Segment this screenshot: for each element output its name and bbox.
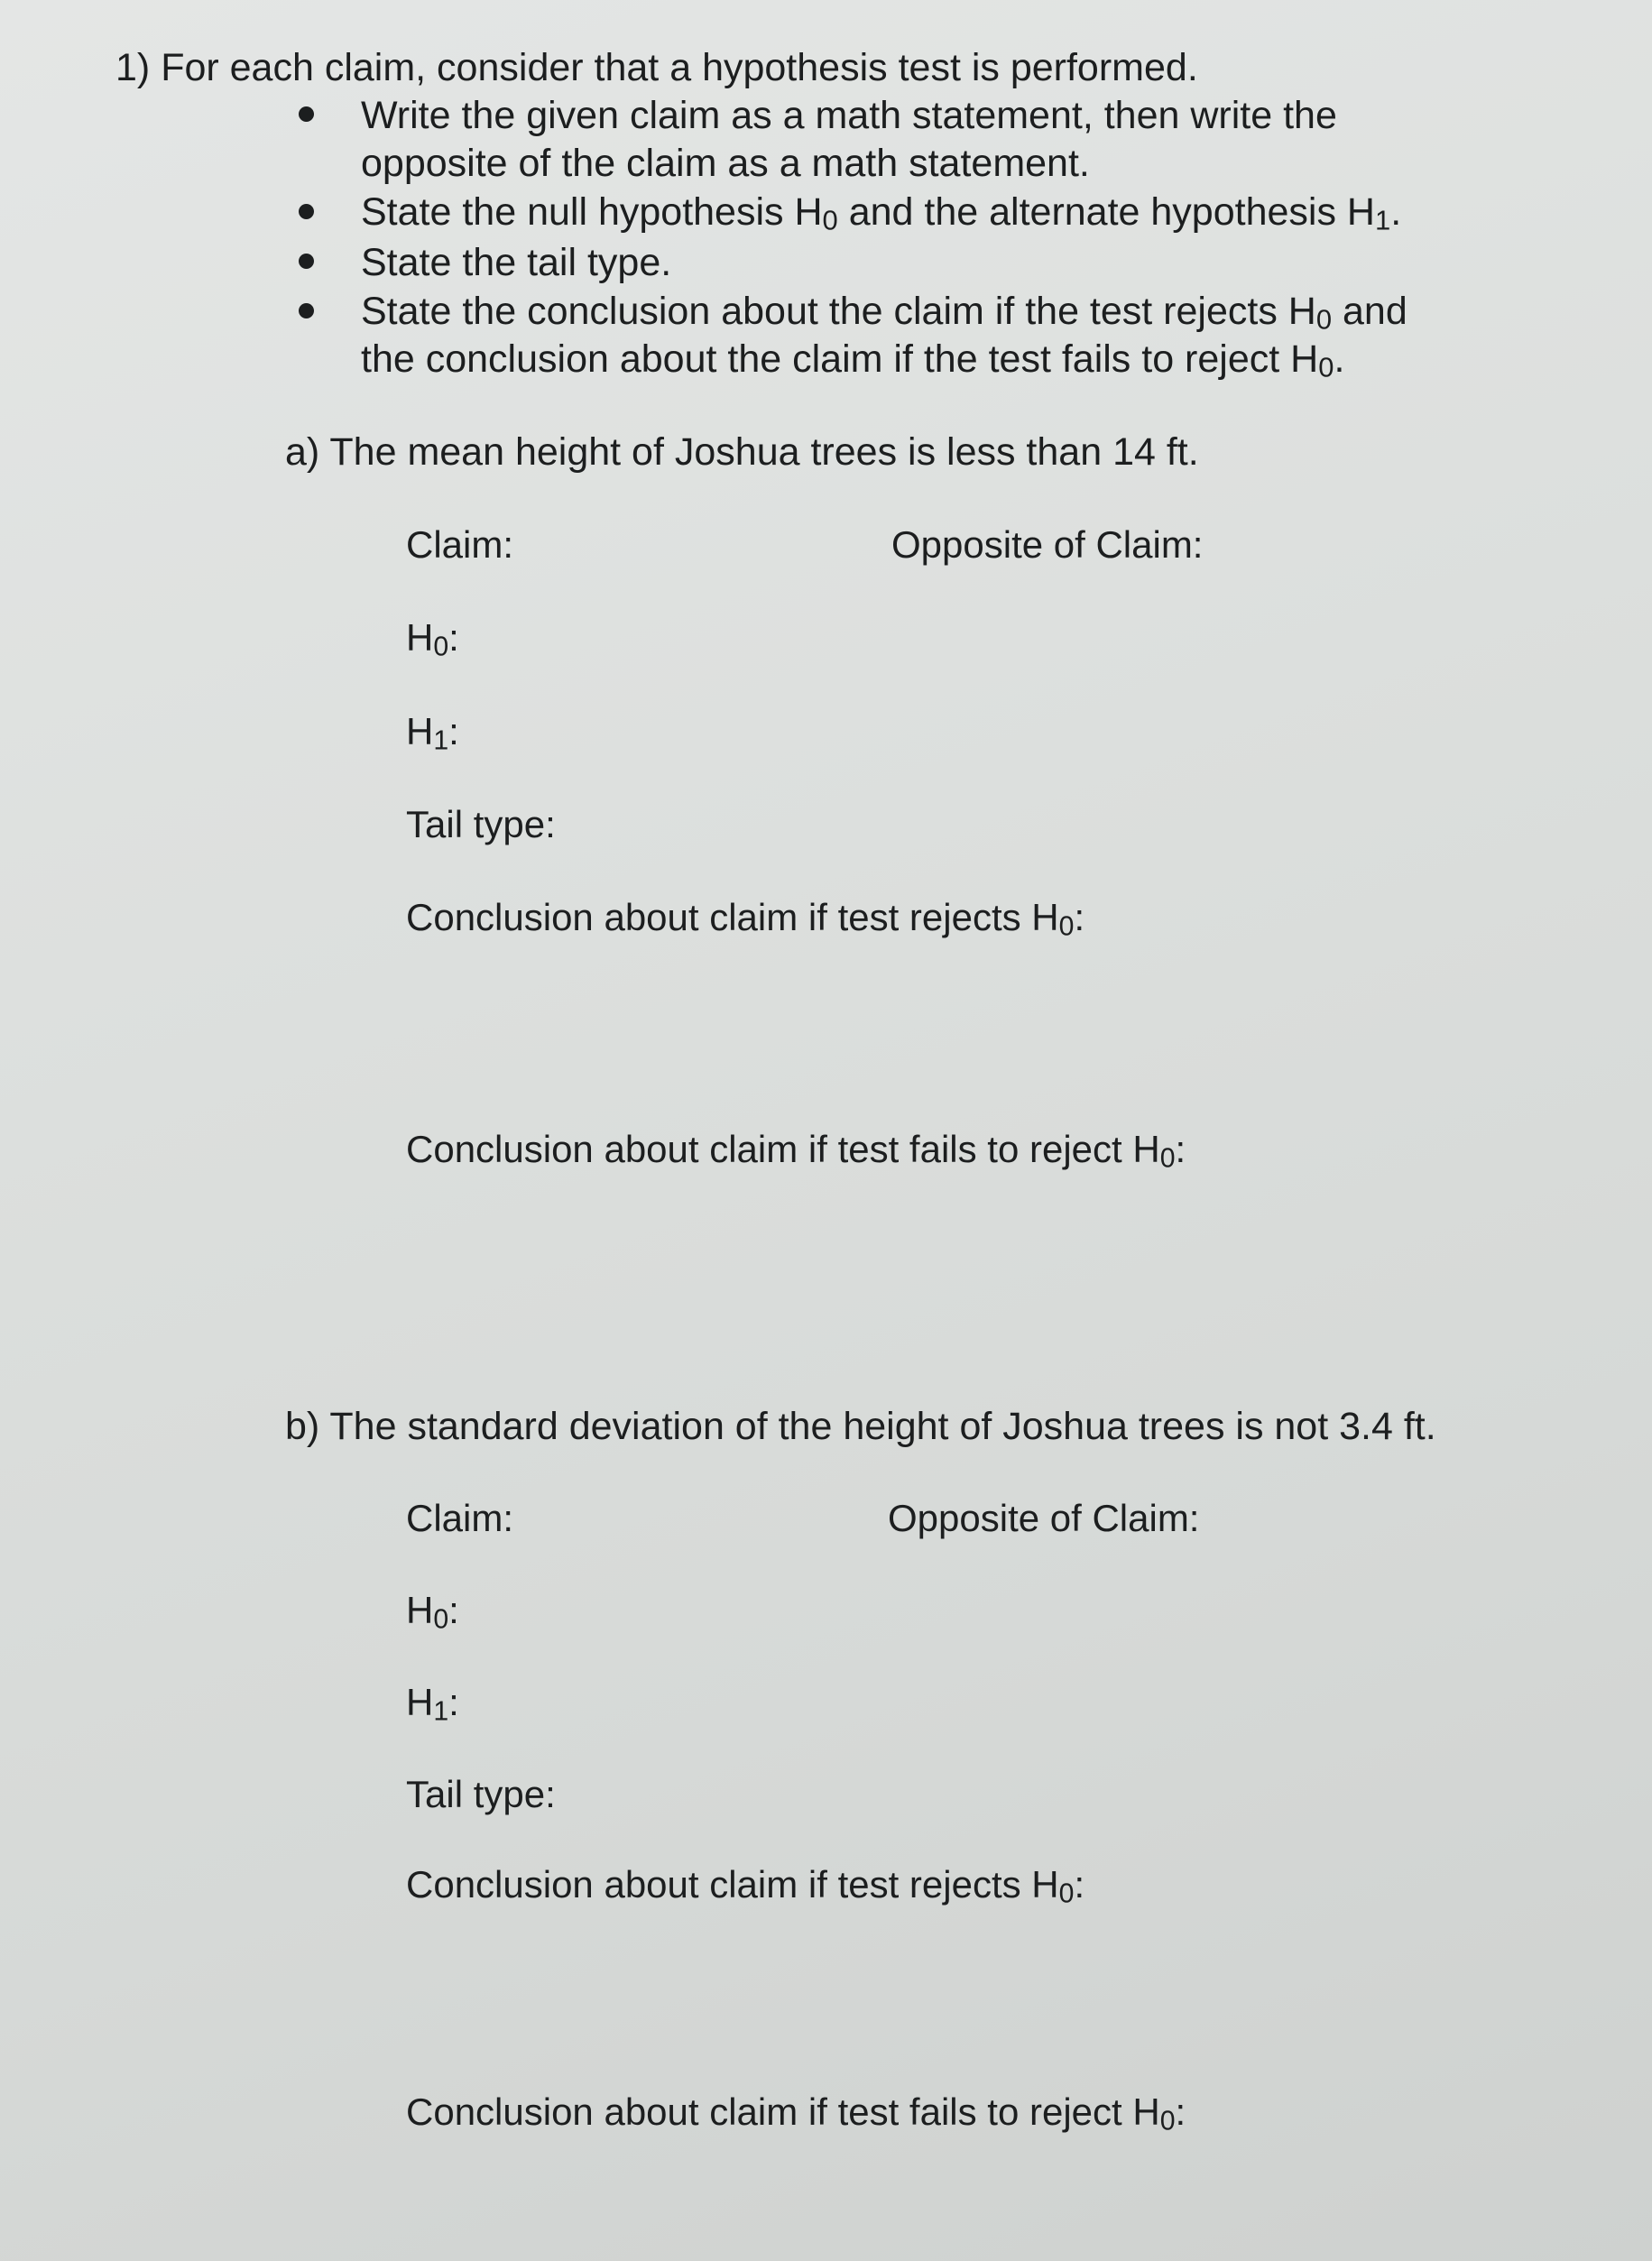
subscript: 1 [433, 725, 449, 756]
colon: : [1074, 1863, 1085, 1906]
colon: : [1074, 896, 1085, 938]
question-intro-text: For each claim, consider that a hypothesis test is performed. [161, 46, 1198, 89]
part-a-h1-label [406, 710, 459, 756]
bullet-3-line-1: State the tail type. [361, 241, 672, 284]
reject-text: Conclusion about claim if test rejects H [406, 896, 1059, 938]
bullet-4-line-2 [361, 337, 1345, 383]
part-b-h0-label [406, 1589, 459, 1635]
subscript: 0 [1058, 1878, 1075, 1909]
part-a-reject-label [406, 896, 1085, 942]
bullet-2-part: . [1390, 190, 1402, 234]
part-b-claim-label: Claim: [406, 1497, 514, 1539]
subscript: 0 [433, 632, 449, 662]
h-letter: H [406, 616, 434, 659]
bullet-2-text [361, 190, 1402, 236]
part-b-statement: b) The standard deviation of the height of Joshua trees is not 3.4 ft. [285, 1405, 1436, 1448]
part-a-h0-label [406, 616, 459, 662]
bullet-dot [299, 106, 314, 122]
subscript: 0 [1318, 351, 1334, 383]
part-a-opposite-label: Opposite of Claim: [891, 523, 1204, 566]
subscript: 0 [822, 204, 838, 236]
part-a-tail-label: Tail type: [406, 803, 556, 845]
colon: : [448, 1589, 459, 1631]
part-a-claim-label: Claim: [406, 523, 514, 566]
colon: : [448, 1681, 459, 1723]
subscript: 0 [433, 1604, 449, 1635]
question-intro [115, 46, 1198, 89]
bullet-dot [299, 303, 314, 318]
h-letter: H [406, 1681, 434, 1723]
bullet-4-part: the conclusion about the claim if the test fails to reject H [361, 337, 1319, 381]
colon: : [1175, 1128, 1186, 1170]
h-letter: H [406, 1589, 434, 1631]
bullet-4-part: . [1334, 337, 1345, 381]
part-b-opposite-label: Opposite of Claim: [888, 1497, 1200, 1539]
colon: : [448, 616, 459, 659]
subscript: 0 [1315, 303, 1333, 336]
bullet-1-line-1: Write the given claim as a math statement, then write the [361, 94, 1337, 137]
part-b-h1-label [406, 1681, 459, 1727]
fail-text: Conclusion about claim if test fails to reject H [406, 1128, 1160, 1170]
reject-text: Conclusion about claim if test rejects H [406, 1863, 1059, 1906]
bullet-dot [299, 254, 314, 269]
subscript: 1 [1374, 204, 1391, 236]
bullet-4-part: and [1332, 290, 1407, 333]
bullet-1-line-2: opposite of the claim as a math statement. [361, 142, 1090, 185]
bullet-2-part: State the null hypothesis H [361, 190, 823, 234]
part-b-tail-label: Tail type: [406, 1773, 556, 1815]
part-a-fail-label [406, 1128, 1186, 1174]
bullet-4-line-1 [361, 290, 1407, 336]
fail-text: Conclusion about claim if test fails to reject H [406, 2090, 1160, 2133]
subscript: 0 [1159, 1143, 1176, 1174]
h-letter: H [406, 710, 434, 752]
subscript: 0 [1058, 911, 1075, 942]
colon: : [1175, 2090, 1186, 2133]
bullet-dot [299, 204, 314, 219]
bullet-4-part: State the conclusion about the claim if the test rejects H [361, 290, 1316, 333]
part-a-statement: a) The mean height of Joshua trees is less than 14 ft. [285, 430, 1199, 474]
subscript: 1 [433, 1696, 449, 1727]
question-number: 1) [115, 46, 151, 89]
bullet-2-part: and the alternate hypothesis H [837, 190, 1375, 234]
part-b-reject-label [406, 1863, 1085, 1909]
colon: : [448, 710, 459, 752]
subscript: 0 [1159, 2106, 1176, 2136]
part-b-fail-label [406, 2090, 1186, 2136]
